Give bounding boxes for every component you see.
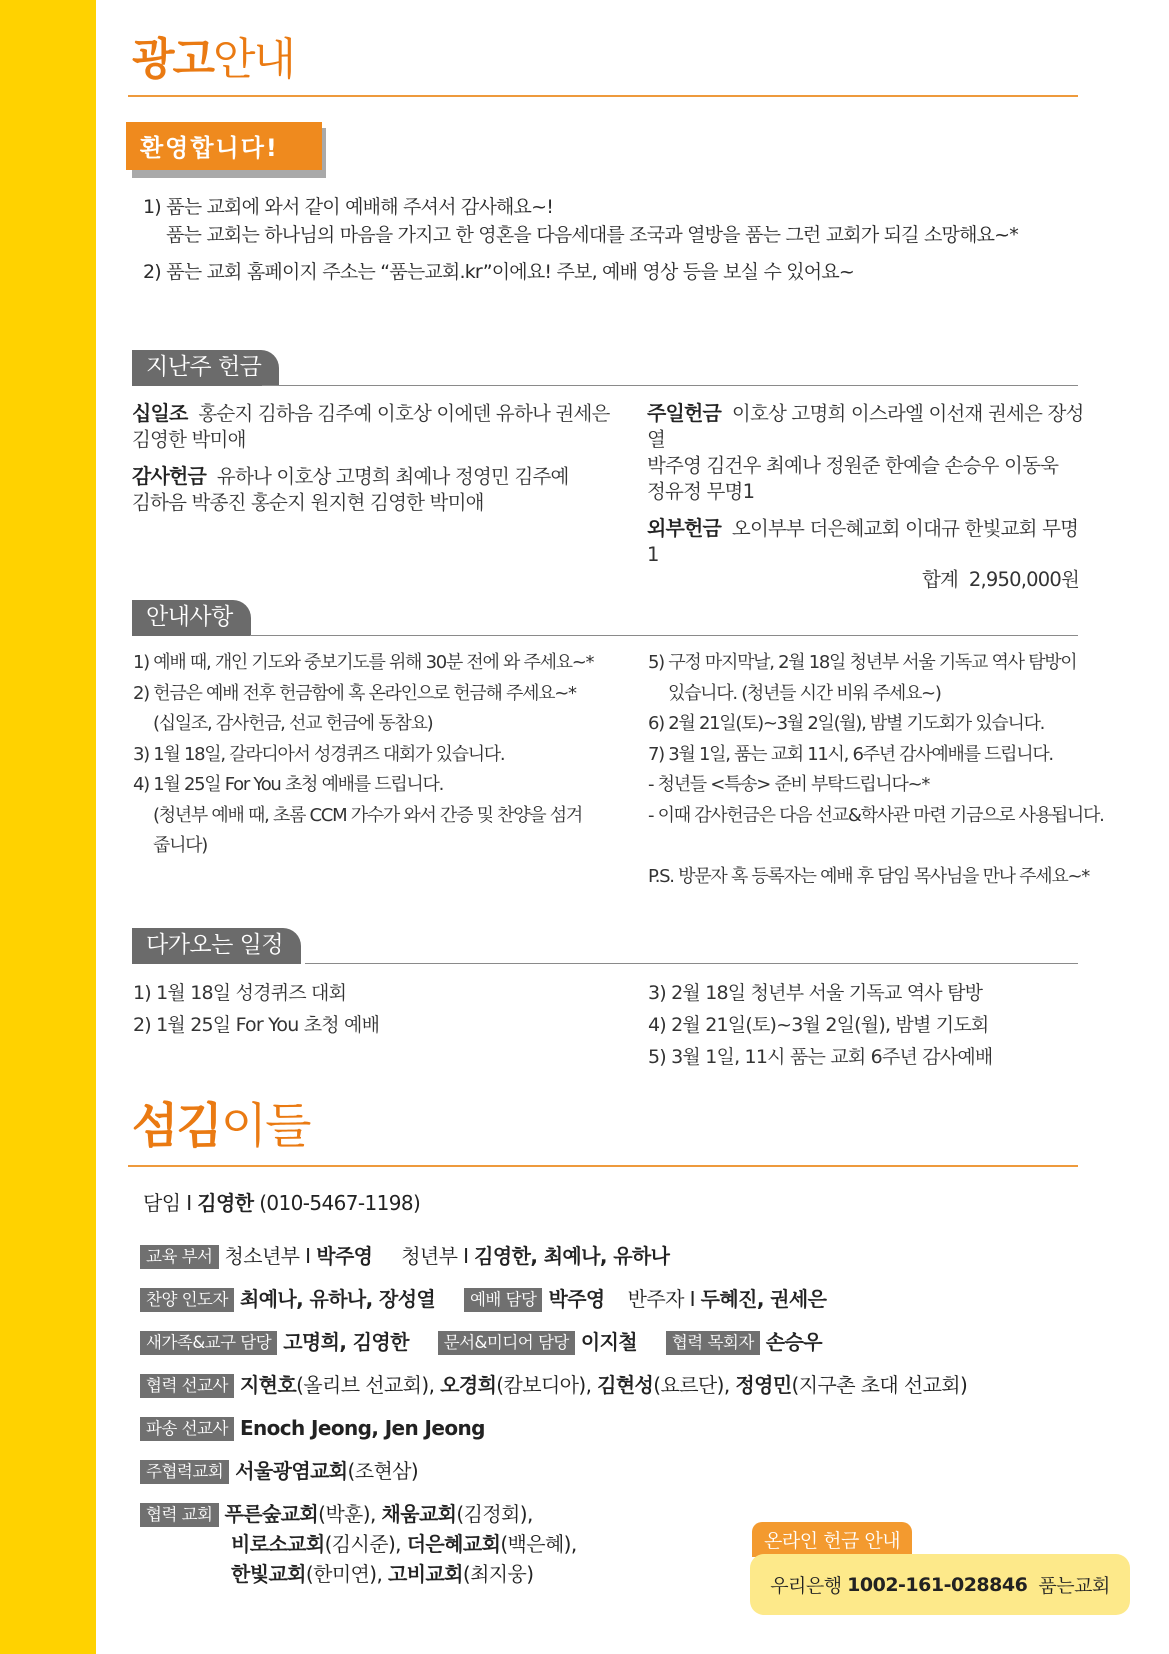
- notices-section-tab: 안내사항: [132, 600, 251, 636]
- tithe-label: 십일조: [132, 401, 188, 425]
- partner-pastor-2: (김정회),: [456, 1502, 533, 1526]
- notice-4: 4) 1월 25일 For You 초청 예배를 드립니다.: [133, 774, 444, 795]
- family-tag: 새가족&교구 담당: [140, 1331, 277, 1355]
- online-offering-tab: 온라인 헌금 안내: [752, 1522, 912, 1557]
- tithe-names-2: 김영한 박미애: [132, 428, 246, 451]
- education-b-names: 김영한, 최예나, 유하나: [474, 1244, 670, 1268]
- online-offering-box: [750, 1554, 1130, 1615]
- partner-pastor-1: (박훈),: [318, 1502, 382, 1526]
- sent-names: Enoch Jeong, Jen Jeong: [239, 1416, 485, 1440]
- partner-pastor-6: (최지웅): [462, 1562, 534, 1586]
- notice-7-sub-2: - 이때 감사헌금은 다음 선교&학사관 마련 기금으로 사용됩니다.: [648, 804, 1104, 826]
- offering-right-block: [647, 400, 1087, 568]
- notices-right-list: [648, 648, 1163, 893]
- sunday-names-3: 정유정 무명1: [647, 480, 755, 503]
- notice-7-sub-1: - 청년들 <특송> 준비 부탁드립니다~*: [648, 774, 930, 795]
- family-media-row: [140, 1329, 822, 1355]
- notice-2-sub: (십일조, 감사헌금, 선교 헌금에 동참요): [153, 713, 433, 734]
- sent-missionary-row: [140, 1415, 485, 1441]
- pastor-label: 담임 I: [143, 1191, 192, 1215]
- main-church-tag: 주협력교회: [140, 1460, 229, 1484]
- partner-pastor-3: (김시준),: [324, 1532, 407, 1556]
- main-church-name: 서울광염교회: [235, 1459, 348, 1483]
- external-names: 오이부부 더은혜교회 이대규 한빛교회 무명1: [647, 517, 1079, 566]
- missionary-org-1: (올리브 선교회),: [296, 1373, 441, 1397]
- missionary-name-3: 김현성: [597, 1373, 654, 1397]
- accompanist-label: 반주자 I: [627, 1287, 695, 1311]
- ad-title-rule: [128, 95, 1078, 97]
- schedule-right-list: [648, 977, 992, 1073]
- notices-left-list: [133, 648, 638, 862]
- partner-tag: 협력 교회: [140, 1503, 219, 1527]
- offering-section-tab: 지난주 헌금: [132, 350, 279, 386]
- partner-row-3: [231, 1561, 533, 1587]
- notice-4-sub: (청년부 예배 때, 초롬 CCM 가수가 와서 간증 및 찬양을 섬겨: [153, 804, 582, 826]
- partner-name-5: 한빛교회: [231, 1562, 306, 1586]
- schedule-item-2: 2) 1월 25일 For You 초청 예배: [133, 1014, 380, 1036]
- schedule-left-list: [133, 977, 379, 1041]
- notice-3: 3) 1월 18일, 갈라디아서 성경퀴즈 대회가 있습니다.: [133, 743, 505, 765]
- online-account: 1002-161-028846: [847, 1573, 1028, 1596]
- media-tag: 문서&미디어 담당: [438, 1331, 575, 1355]
- sent-tag: 파송 선교사: [140, 1417, 234, 1441]
- partner-name-2: 채움교회: [381, 1502, 457, 1526]
- offering-section-rule: [262, 385, 1078, 386]
- missionary-org-3: (요르단),: [653, 1373, 736, 1397]
- offering-total: [922, 567, 1079, 593]
- family-names: 고명희, 김영한: [283, 1330, 409, 1354]
- worship-row: [140, 1286, 826, 1312]
- online-holder: 품는교회: [1038, 1575, 1110, 1597]
- education-a-label: 청소년부 I: [224, 1244, 311, 1268]
- missionary-name-4: 정영민: [735, 1373, 792, 1397]
- media-names: 이지철: [580, 1330, 638, 1354]
- notice-4-sub-2: 줍니다): [153, 835, 207, 856]
- servants-title-rule: [128, 1165, 1078, 1167]
- partner-row: [140, 1501, 533, 1527]
- welcome-line-1: 1) 품는 교회에 와서 같이 예배해 주셔서 감사해요~!: [143, 196, 554, 218]
- sunday-label: 주일헌금: [647, 401, 722, 425]
- missionary-org-2: (캄보디아),: [496, 1373, 598, 1397]
- education-tag: 교육 부서: [140, 1245, 219, 1269]
- copastor-names: 손승우: [765, 1330, 822, 1354]
- missionary-row: [140, 1372, 967, 1398]
- schedule-item-5: 5) 3월 1일, 11시 품는 교회 6주년 감사예배: [648, 1046, 993, 1068]
- ad-title-light: 안내: [213, 34, 295, 85]
- partner-pastor-5: (한미연),: [305, 1562, 388, 1586]
- missionary-tag: 협력 선교사: [140, 1374, 234, 1398]
- notice-7: 7) 3월 1일, 품는 교회 11시, 6주년 감사예배를 드립니다.: [648, 743, 1053, 765]
- thanks-names-2: 김하음 박종진 홍순지 원지현 김영한 박미애: [132, 491, 484, 514]
- main-church-pastor: (조현삼): [347, 1459, 419, 1483]
- tithe-names: 홍순지 김하음 김주예 이호상 이에덴 유하나 권세은: [198, 402, 610, 425]
- sunday-names: 이호상 고명희 이스라엘 이선재 권세은 장성열: [647, 402, 1084, 451]
- notice-6: 6) 2월 21일(토)~3월 2일(월), 밤별 기도회가 있습니다.: [648, 713, 1045, 734]
- schedule-item-1: 1) 1월 18일 성경퀴즈 대회: [133, 982, 347, 1004]
- sunday-names-2: 박주영 김건우 최예나 정원준 한예슬 손승우 이동욱: [647, 454, 1059, 477]
- missionary-org-4: (지구촌 초대 선교회): [791, 1373, 968, 1397]
- welcome-banner: 환영합니다!: [126, 122, 322, 170]
- total-value: 2,950,000원: [968, 568, 1079, 591]
- schedule-section-tab: 다가오는 일정: [132, 928, 301, 964]
- servants-title-light: 이들: [220, 1098, 310, 1154]
- main-church-row: [140, 1458, 418, 1484]
- notices-section-rule: [250, 635, 1078, 636]
- worship-leader-tag: 찬양 인도자: [140, 1288, 234, 1312]
- pastor-phone: (010-5467-1198): [259, 1191, 421, 1215]
- schedule-section-rule: [305, 963, 1078, 964]
- servants-title-bold: 섬김: [132, 1098, 221, 1154]
- partner-name-3: 비로소교회: [231, 1532, 325, 1556]
- notice-5-sub: 있습니다. (청년들 시간 비워 주세요~): [668, 682, 941, 704]
- education-b-label: 청년부 I: [401, 1244, 469, 1268]
- schedule-item-3: 3) 2월 18일 청년부 서울 기독교 역사 탐방: [648, 982, 983, 1004]
- accompanist-names: 두혜진, 권세은: [700, 1287, 827, 1311]
- external-label: 외부헌금: [647, 516, 722, 540]
- notice-5: 5) 구정 마지막날, 2월 18일 청년부 서울 기독교 역사 탐방이: [648, 652, 1077, 673]
- total-label: 합계: [922, 568, 959, 591]
- notice-2: 2) 헌금은 예배 전후 헌금함에 혹 온라인으로 헌금해 주세요~*: [133, 682, 576, 704]
- offering-left-block: [132, 400, 632, 516]
- partner-name-6: 고비교회: [387, 1562, 463, 1586]
- servants-section-title: [132, 1098, 310, 1154]
- pastor-name: 김영한: [197, 1191, 254, 1215]
- thanks-names: 유하나 이호상 고명희 최예나 정영민 김주예: [216, 465, 569, 488]
- notice-ps: P.S. 방문자 혹 등록자는 예배 후 담임 목사님을 만나 주세요~*: [648, 866, 1089, 887]
- service-names: 박주영: [548, 1287, 605, 1311]
- partner-pastor-4: (백은혜),: [500, 1532, 577, 1556]
- notice-spacer: [648, 831, 1163, 862]
- partner-name-1: 푸른숲교회: [224, 1502, 319, 1526]
- ad-section-title: [132, 34, 295, 85]
- missionary-name-2: 오경희: [440, 1373, 497, 1397]
- partner-name-4: 더은혜교회: [406, 1532, 501, 1556]
- missionary-name-1: 지현호: [239, 1373, 297, 1397]
- copastor-tag: 협력 목회자: [666, 1331, 760, 1355]
- schedule-item-4: 4) 2월 21일(토)~3월 2일(월), 밤별 기도회: [648, 1014, 989, 1036]
- pastor-row: [143, 1190, 420, 1216]
- welcome-line-3: 2) 품는 교회 홈페이지 주소는 “품는교회.kr”이에요! 주보, 예배 영상 등을 보실 수 있어요~: [143, 261, 855, 283]
- notice-1: 1) 예배 때, 개인 기도와 중보기도를 위해 30분 전에 와 주세요~*: [133, 652, 594, 673]
- worship-leader-names: 최예나, 유하나, 장성열: [239, 1287, 436, 1311]
- thanks-label: 감사헌금: [132, 464, 207, 488]
- partner-row-2: [231, 1531, 577, 1557]
- service-tag: 예배 담당: [464, 1288, 543, 1312]
- online-bank: 우리은행: [770, 1575, 842, 1597]
- education-a-names: 박주영: [316, 1244, 373, 1268]
- welcome-line-2: 품는 교회는 하나님의 마음을 가지고 한 영혼을 다음세대를 조국과 열방을 품는 그런 교회가 되길 소망해요~*: [166, 224, 1018, 246]
- education-row: [140, 1243, 669, 1269]
- yellow-side-bar: [0, 0, 96, 1654]
- ad-title-bold: 광고: [132, 34, 214, 85]
